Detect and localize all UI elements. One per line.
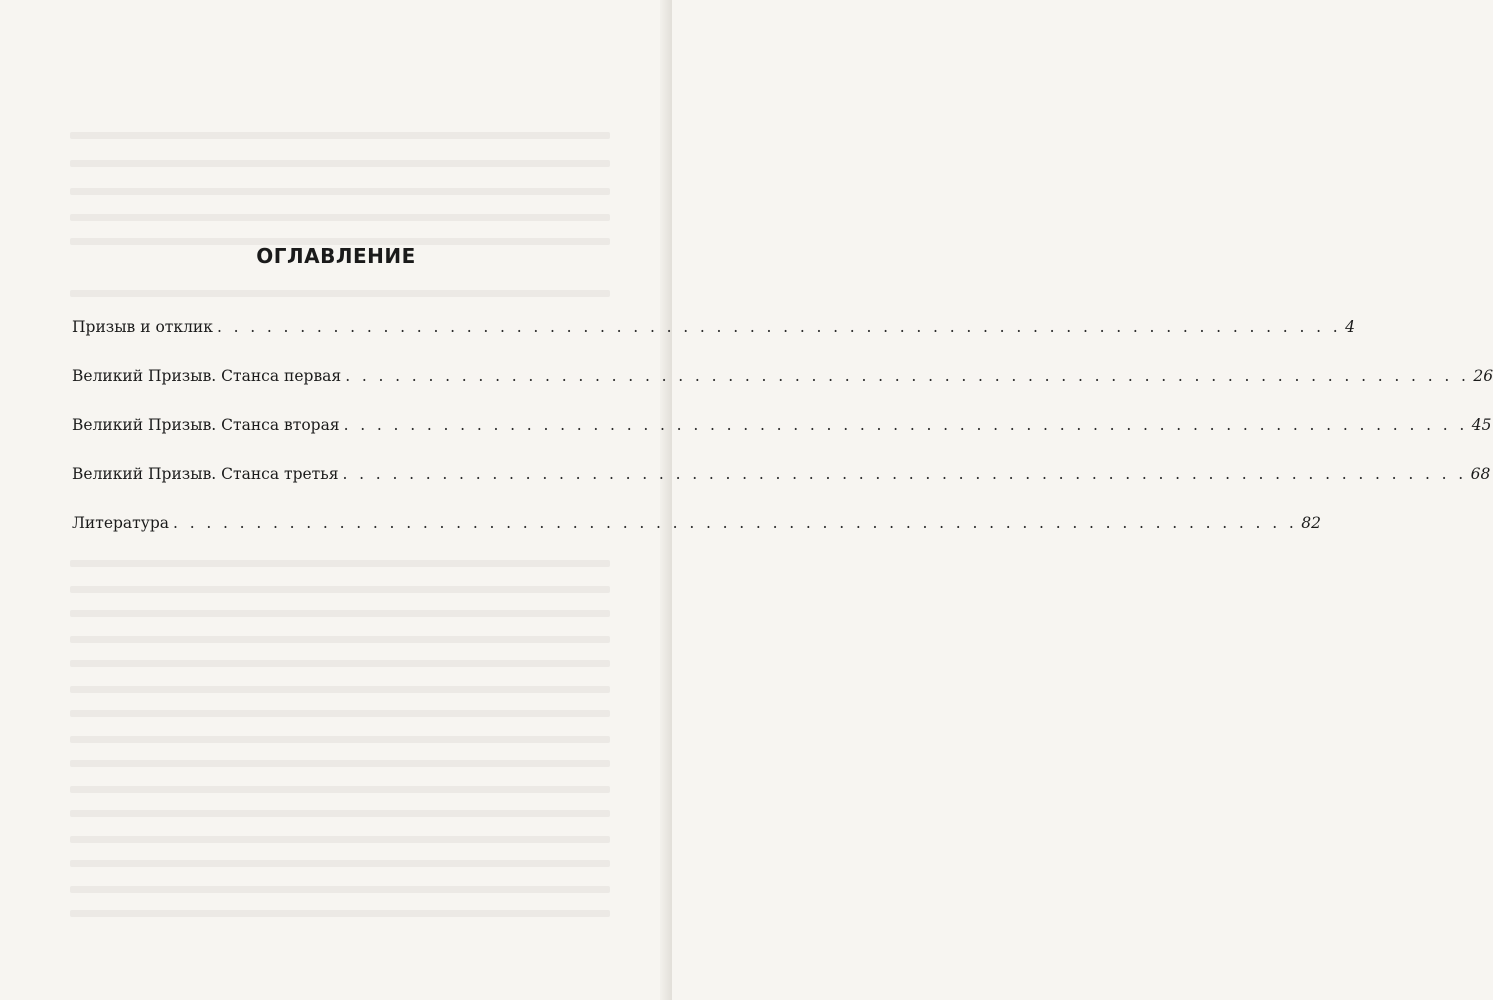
show-through-line <box>70 910 610 917</box>
table-of-contents <box>72 318 1493 563</box>
show-through-line <box>70 810 610 817</box>
toc-entry-page-number: 68 <box>1470 465 1491 483</box>
leader-dots: . . . . . . . . . . . . . . . . . . . . . . . . . . . . . . . . . . . . . . . . . . . . . . . . . . . . . . . . . . . . . . . . . . . . <box>173 514 1298 532</box>
toc-entry-title: Литература <box>72 514 170 532</box>
toc-entry-page-number: 82 <box>1301 514 1321 532</box>
show-through-line <box>70 686 610 693</box>
show-through-line <box>70 886 610 893</box>
show-through-line <box>70 736 610 743</box>
show-through-line <box>70 836 610 843</box>
show-through-line <box>70 214 610 221</box>
show-through-line <box>70 290 610 297</box>
toc-entry-page-number: 4 <box>1345 318 1355 336</box>
show-through-line <box>70 586 610 593</box>
show-through-line <box>70 760 610 767</box>
show-through-line <box>70 786 610 793</box>
leader-dots: . . . . . . . . . . . . . . . . . . . . . . . . . . . . . . . . . . . . . . . . . . . . . . . . . . . . . . . . . . . . . . . . . . . . <box>343 416 1468 434</box>
page-title: ОГЛАВЛЕНИЕ <box>256 244 416 268</box>
toc-entry[interactable] <box>72 514 1321 563</box>
toc-entry-page-number: 26 <box>1473 367 1493 385</box>
toc-entry[interactable] <box>72 416 1492 465</box>
show-through-line <box>70 660 610 667</box>
toc-entry[interactable] <box>72 367 1493 416</box>
toc-entry-title: Великий Призыв. Станса вторая <box>72 416 340 434</box>
toc-entry-title: Великий Призыв. Станса первая <box>72 367 342 385</box>
show-through-line <box>70 860 610 867</box>
show-through-line <box>70 636 610 643</box>
toc-entry-title: Призыв и отклик <box>72 318 213 336</box>
show-through-line <box>70 710 610 717</box>
leader-dots: . . . . . . . . . . . . . . . . . . . . . . . . . . . . . . . . . . . . . . . . . . . . . . . . . . . . . . . . . . . . . . . . . . . . <box>342 465 1467 483</box>
show-through-line <box>70 610 610 617</box>
page-edge-shadow <box>660 0 672 1000</box>
show-through-line <box>70 188 610 195</box>
leader-dots: . . . . . . . . . . . . . . . . . . . . . . . . . . . . . . . . . . . . . . . . . . . . . . . . . . . . . . . . . . . . . . . . . . . . <box>345 367 1470 385</box>
leader-dots: . . . . . . . . . . . . . . . . . . . . . . . . . . . . . . . . . . . . . . . . . . . . . . . . . . . . . . . . . . . . . . . . . . . . <box>216 318 1342 336</box>
toc-entry[interactable] <box>72 318 1355 367</box>
toc-entry-title: Великий Призыв. Станса третья <box>72 465 339 483</box>
toc-entry[interactable] <box>72 465 1491 514</box>
show-through-line <box>70 160 610 167</box>
toc-entry-page-number: 45 <box>1471 416 1492 434</box>
show-through-line <box>70 132 610 139</box>
